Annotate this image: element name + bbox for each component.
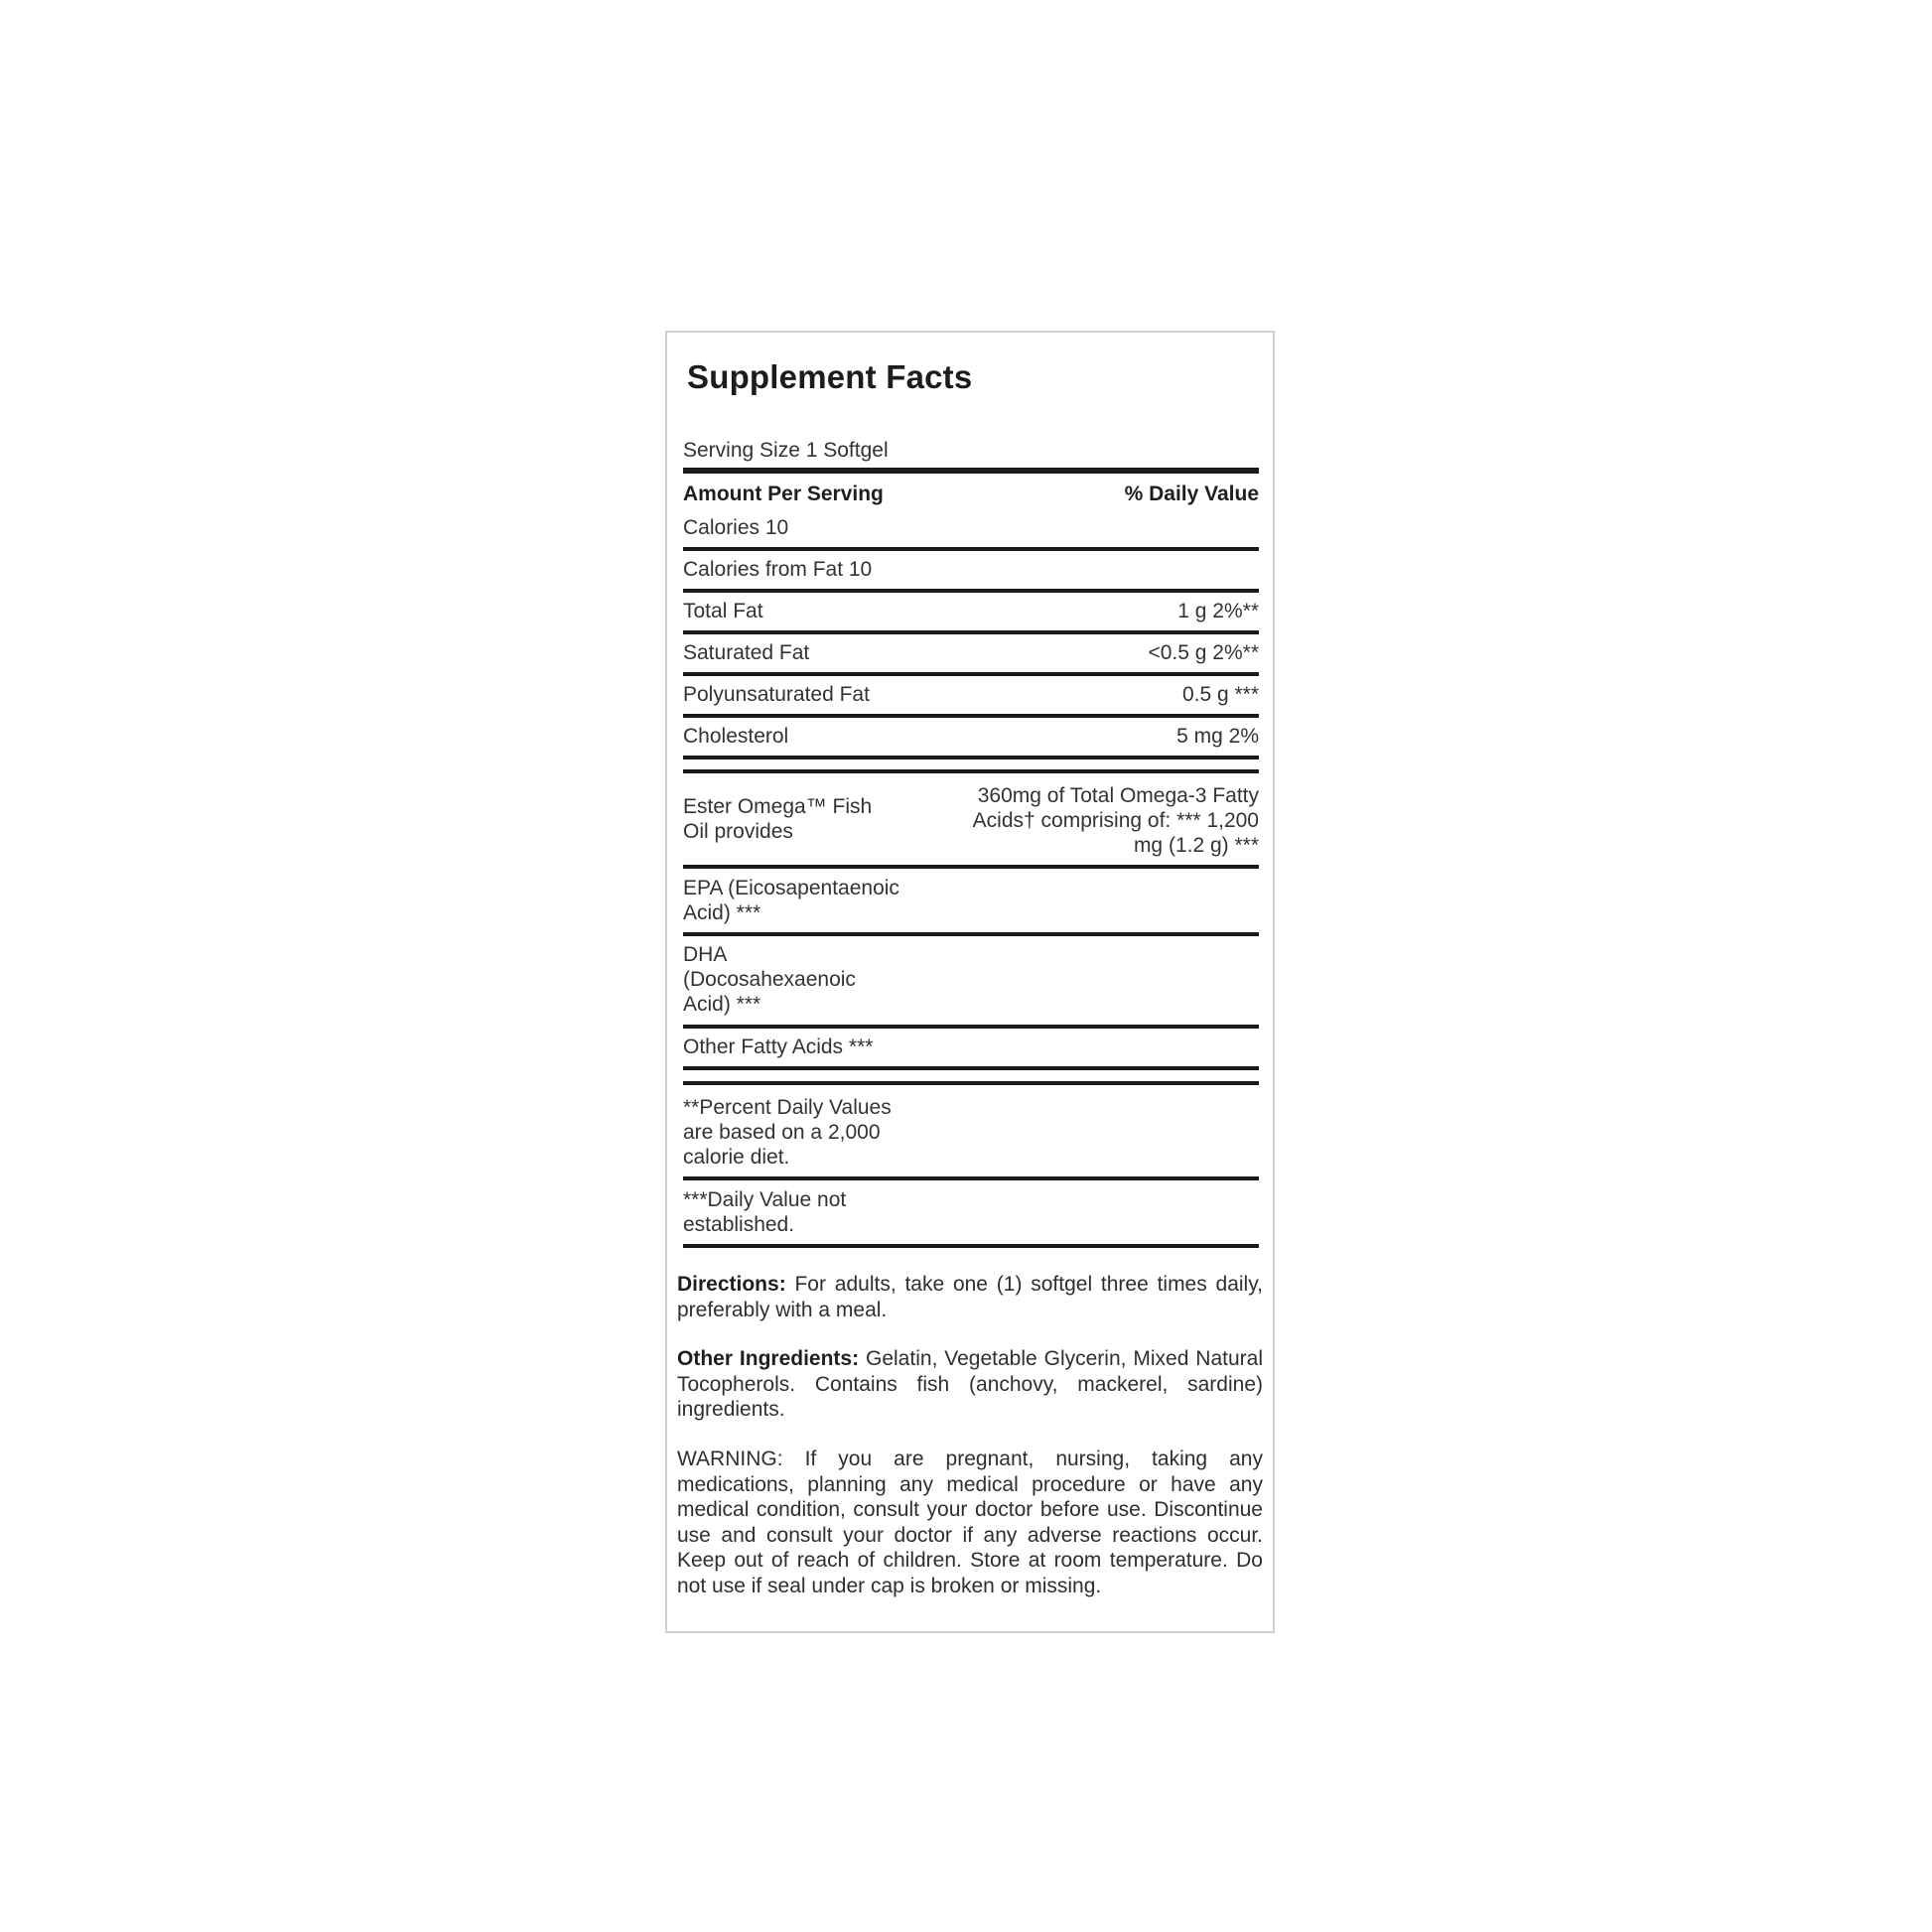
divider [683,630,1259,634]
dha-line3: Acid) *** [683,993,761,1016]
dha-row [683,942,1259,1017]
footnote2-line2: established. [683,1213,795,1236]
omega-value-line3: mg (1.2 g) *** [1133,834,1259,857]
nutrient-value: 0.5 g *** [1181,683,1259,706]
other-fatty-acids: Other Fatty Acids *** [683,1035,874,1058]
other-ingredients-heading: Other Ingredients: [677,1347,860,1370]
divider [683,865,1259,869]
directions-paragraph [677,1272,1263,1322]
serving-size: Serving Size 1 Softgel [683,439,889,462]
epa-line1: EPA (Eicosapentaenoic [683,877,899,899]
omega-value-line1: 360mg of Total Omega-3 Fatty [977,784,1259,807]
dha-line2: (Docosahexaenoic [683,968,856,991]
divider [683,932,1259,936]
nutrient-value: 1 g 2%** [1177,600,1259,622]
footnote1-line1: **Percent Daily Values [683,1096,892,1119]
calories-from-fat: Calories from Fat 10 [683,558,873,581]
omega-value-block [683,783,1259,858]
supplement-facts-panel [665,331,1275,1633]
divider [683,1081,1259,1085]
dha-line1: DHA [683,943,728,966]
divider [683,756,1259,759]
footnote-daily-value-not-established [683,1187,1259,1237]
footnote-percent-daily-values [683,1095,1259,1170]
divider [683,1066,1259,1070]
divider [683,769,1259,773]
divider-thick-top [683,468,1259,474]
amount-per-serving-header: Amount Per Serving [683,483,884,505]
epa-line2: Acid) *** [683,901,761,924]
calories: Calories 10 [683,516,789,539]
warning-paragraph: WARNING: If you are pregnant, nursing, taking any medications, planning any medical procedure or have any medical condition, consult your doctor before use. Discontinue use and consult your doctor if any adverse reactions occur. Keep out of reach of children. Store at room temperature. Do not use if seal under cap is broken or missing. [677,1448,1263,1597]
divider [683,547,1259,551]
directions-text: For adults, take one (1) softgel three times daily, preferably with a meal. [677,1273,1263,1321]
other-ingredients-paragraph [677,1346,1263,1423]
daily-value-header: % Daily Value [1124,483,1259,505]
directions-heading: Directions: [677,1273,786,1296]
footnote1-line2: are based on a 2,000 [683,1121,881,1144]
footnote1-line3: calorie diet. [683,1146,790,1169]
nutrient-name: Saturated Fat [683,641,810,664]
divider [683,1176,1259,1180]
divider [683,589,1259,593]
footnote2-line1: ***Daily Value not [683,1188,847,1211]
label-title: Supplement Facts [687,358,973,395]
omega-name-line2: Oil provides [683,820,793,843]
divider [683,1025,1259,1029]
divider-bottom [683,1244,1259,1248]
nutrient-value: <0.5 g 2%** [1148,641,1259,664]
nutrient-name: Total Fat [683,600,763,622]
omega-name-line1: Ester Omega™ Fish [683,795,873,818]
omega-value-line2: Acids† comprising of: *** 1,200 [972,809,1259,832]
nutrient-value: 5 mg 2% [1176,725,1259,748]
divider [683,672,1259,676]
other-ingredients-text: Gelatin, Vegetable Glycerin, Mixed Natural Tocopherols. Contains fish (anchovy, mackerel, sardine) ingredients. [677,1347,1263,1421]
divider [683,714,1259,718]
nutrient-name: Polyunsaturated Fat [683,683,870,706]
nutrient-name: Cholesterol [683,725,789,748]
epa-row [683,876,1259,925]
